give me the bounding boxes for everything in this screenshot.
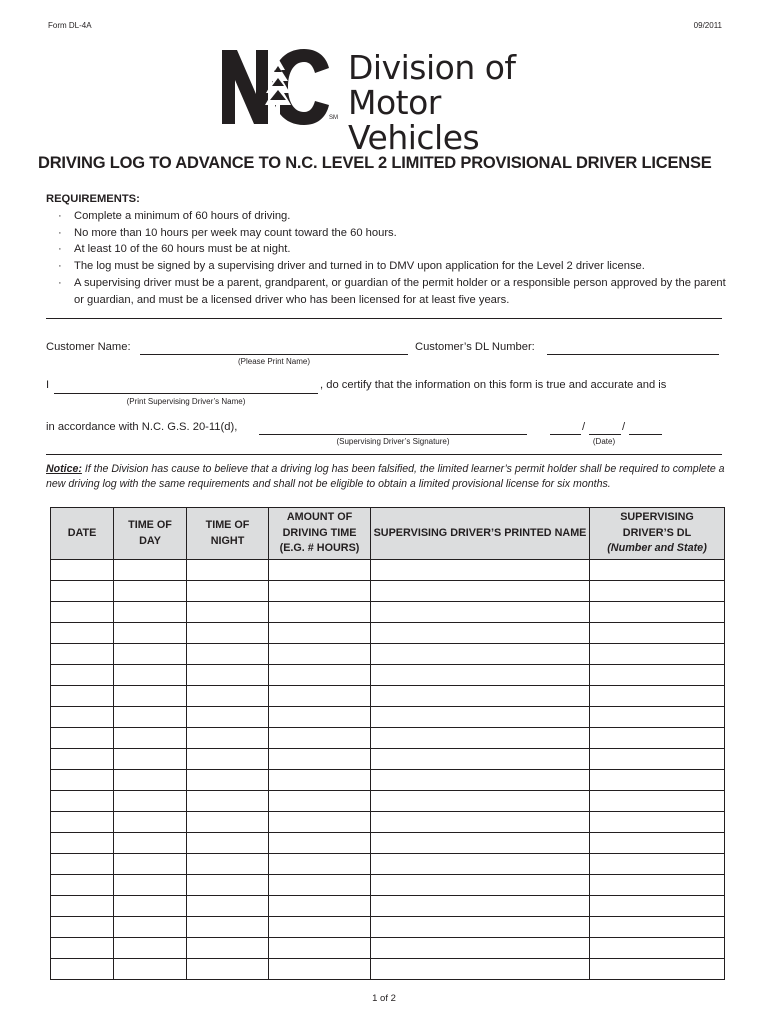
supervisor-dl-cell[interactable] (590, 812, 725, 833)
supervisor-name-field[interactable] (54, 393, 318, 394)
printed-name-cell[interactable] (371, 581, 590, 602)
certify-prefix: I (46, 379, 50, 391)
table-body (51, 560, 725, 980)
date-cell[interactable] (51, 770, 114, 791)
customer-dl-label: Customer’s DL Number: (415, 341, 535, 353)
date-cell[interactable] (51, 644, 114, 665)
time-of-night-cell[interactable] (187, 707, 269, 728)
time-of-night-cell[interactable] (187, 938, 269, 959)
table-row (51, 623, 725, 644)
printed-name-cell[interactable] (371, 686, 590, 707)
printed-name-cell[interactable] (371, 665, 590, 686)
section-divider (46, 318, 722, 319)
supervisor-dl-cell[interactable] (590, 686, 725, 707)
time-of-day-cell[interactable] (114, 623, 187, 644)
date-year-field[interactable] (629, 434, 662, 435)
supervisor-dl-cell[interactable] (590, 707, 725, 728)
time-of-night-cell[interactable] (187, 602, 269, 623)
amount-cell[interactable] (269, 665, 371, 686)
printed-name-cell[interactable] (371, 644, 590, 665)
printed-name-cell[interactable] (371, 770, 590, 791)
time-of-night-cell[interactable] (187, 749, 269, 770)
printed-name-cell[interactable] (371, 560, 590, 581)
date-cell[interactable] (51, 749, 114, 770)
table-row (51, 959, 725, 980)
time-of-day-cell[interactable] (114, 581, 187, 602)
dmv-logo (222, 48, 582, 157)
date-cell[interactable] (51, 581, 114, 602)
form-revision-date: 09/2011 (693, 21, 722, 30)
col-header-time-of-day: TIME OF DAY (114, 508, 187, 560)
supervisor-dl-cell[interactable] (590, 581, 725, 602)
time-of-day-cell[interactable] (114, 560, 187, 581)
notice-label: Notice: (46, 463, 82, 475)
printed-name-cell[interactable] (371, 623, 590, 644)
time-of-night-cell[interactable] (187, 728, 269, 749)
supervisor-dl-cell[interactable] (590, 896, 725, 917)
time-of-night-cell[interactable] (187, 791, 269, 812)
requirements-section (46, 191, 736, 309)
time-of-night-cell[interactable] (187, 560, 269, 581)
printed-name-cell[interactable] (371, 875, 590, 896)
table-row (51, 602, 725, 623)
printed-name-cell[interactable] (371, 938, 590, 959)
printed-name-cell[interactable] (371, 728, 590, 749)
time-of-night-cell[interactable] (187, 623, 269, 644)
requirement-item: · At least 10 of the 60 hours must be at night. (46, 241, 736, 258)
time-of-day-cell[interactable] (114, 896, 187, 917)
service-mark: SM (329, 115, 338, 121)
amount-cell[interactable] (269, 560, 371, 581)
amount-cell[interactable] (269, 581, 371, 602)
table-header-row (51, 508, 725, 560)
date-cell[interactable] (51, 560, 114, 581)
logo-line-2: Motor Vehicles (348, 83, 480, 157)
supervisor-dl-cell[interactable] (590, 644, 725, 665)
date-cell[interactable] (51, 665, 114, 686)
amount-cell[interactable] (269, 770, 371, 791)
date-cell[interactable] (51, 686, 114, 707)
time-of-night-cell[interactable] (187, 770, 269, 791)
date-cell[interactable] (51, 707, 114, 728)
printed-name-cell[interactable] (371, 959, 590, 980)
customer-dl-field[interactable] (547, 354, 719, 355)
supervisor-dl-cell[interactable] (590, 623, 725, 644)
certify-statement: , do certify that the information on this form is true and accurate and is (320, 379, 667, 391)
requirements-heading: REQUIREMENTS: (46, 193, 140, 205)
table-row (51, 938, 725, 959)
time-of-day-cell[interactable] (114, 686, 187, 707)
time-of-day-cell[interactable] (114, 770, 187, 791)
logo-line-1: Division of (348, 48, 516, 87)
supervisor-dl-cell[interactable] (590, 917, 725, 938)
time-of-night-cell[interactable] (187, 896, 269, 917)
time-of-night-cell[interactable] (187, 917, 269, 938)
printed-name-cell[interactable] (371, 707, 590, 728)
table-row (51, 581, 725, 602)
printed-name-cell[interactable] (371, 602, 590, 623)
requirement-item: · The log must be signed by a supervising driver and turned in to DMV upon application for the Level 2 driver license. (46, 258, 736, 275)
time-of-night-cell[interactable] (187, 833, 269, 854)
notice-text: If the Division has cause to believe that a driving log has been falsified, the limited learner’s permit holder shall be required to complete a new driving log with the same requirements and shall not be eligible to obtain a limited provisional license for six months. (46, 463, 725, 490)
nc-logo-mark (222, 48, 334, 126)
amount-cell[interactable] (269, 791, 371, 812)
time-of-night-cell[interactable] (187, 686, 269, 707)
table-row (51, 644, 725, 665)
amount-cell[interactable] (269, 854, 371, 875)
time-of-day-cell[interactable] (114, 875, 187, 896)
time-of-night-cell[interactable] (187, 665, 269, 686)
amount-cell[interactable] (269, 833, 371, 854)
col-header-printed-name: SUPERVISING DRIVER’S PRINTED NAME (371, 508, 590, 560)
date-month-field[interactable] (550, 434, 581, 435)
amount-cell[interactable] (269, 917, 371, 938)
amount-cell[interactable] (269, 749, 371, 770)
customer-name-caption: (Please Print Name) (237, 357, 311, 366)
date-cell[interactable] (51, 896, 114, 917)
time-of-day-cell[interactable] (114, 602, 187, 623)
table-row (51, 896, 725, 917)
amount-cell[interactable] (269, 707, 371, 728)
date-cell[interactable] (51, 623, 114, 644)
col-header-date: DATE (51, 508, 114, 560)
amount-cell[interactable] (269, 686, 371, 707)
time-of-night-cell[interactable] (187, 959, 269, 980)
table-row (51, 854, 725, 875)
supervisor-dl-cell[interactable] (590, 728, 725, 749)
signature-caption: (Supervising Driver’s Signature) (336, 437, 450, 446)
time-of-day-cell[interactable] (114, 749, 187, 770)
date-cell[interactable] (51, 791, 114, 812)
time-of-day-cell[interactable] (114, 644, 187, 665)
supervisor-dl-cell[interactable] (590, 749, 725, 770)
supervisor-dl-cell[interactable] (590, 854, 725, 875)
supervisor-dl-cell[interactable] (590, 938, 725, 959)
supervisor-name-caption: (Print Supervising Driver’s Name) (126, 397, 246, 406)
printed-name-cell[interactable] (371, 833, 590, 854)
notice-paragraph (46, 462, 736, 491)
date-cell[interactable] (51, 959, 114, 980)
printed-name-cell[interactable] (371, 749, 590, 770)
table-row (51, 665, 725, 686)
printed-name-cell[interactable] (371, 791, 590, 812)
date-cell[interactable] (51, 854, 114, 875)
table-row (51, 875, 725, 896)
time-of-day-cell[interactable] (114, 812, 187, 833)
amount-cell[interactable] (269, 602, 371, 623)
amount-cell[interactable] (269, 728, 371, 749)
requirement-item: · A supervising driver must be a parent, grandparent, or guardian of the permit holder or a responsible person approved by the parent or guardian, and must be a licensed driver who has been licensed for at least five years. (46, 275, 736, 309)
col-header-amount: AMOUNT OF DRIVING TIME (E.G. # HOURS) (269, 508, 371, 560)
time-of-night-cell[interactable] (187, 644, 269, 665)
printed-name-cell[interactable] (371, 896, 590, 917)
printed-name-cell[interactable] (371, 917, 590, 938)
date-cell[interactable] (51, 812, 114, 833)
time-of-day-cell[interactable] (114, 665, 187, 686)
col-header-supervisor-dl: SUPERVISING DRIVER’S DL (Number and State) (590, 508, 725, 560)
amount-cell[interactable] (269, 938, 371, 959)
date-cell[interactable] (51, 917, 114, 938)
time-of-night-cell[interactable] (187, 812, 269, 833)
section-divider (46, 454, 722, 455)
time-of-day-cell[interactable] (114, 728, 187, 749)
time-of-day-cell[interactable] (114, 938, 187, 959)
supervisor-dl-cell[interactable] (590, 560, 725, 581)
table-row (51, 560, 725, 581)
supervisor-dl-cell[interactable] (590, 833, 725, 854)
printed-name-cell[interactable] (371, 854, 590, 875)
time-of-day-cell[interactable] (114, 917, 187, 938)
time-of-day-cell[interactable] (114, 833, 187, 854)
date-cell[interactable] (51, 833, 114, 854)
printed-name-cell[interactable] (371, 812, 590, 833)
customer-name-field[interactable] (140, 354, 408, 355)
table-row (51, 686, 725, 707)
time-of-day-cell[interactable] (114, 707, 187, 728)
amount-cell[interactable] (269, 623, 371, 644)
date-cell[interactable] (51, 938, 114, 959)
amount-cell[interactable] (269, 644, 371, 665)
supervisor-dl-cell[interactable] (590, 602, 725, 623)
customer-name-label: Customer Name: (46, 341, 131, 353)
time-of-day-cell[interactable] (114, 854, 187, 875)
table-row (51, 770, 725, 791)
amount-cell[interactable] (269, 896, 371, 917)
supervisor-dl-cell[interactable] (590, 665, 725, 686)
date-cell[interactable] (51, 602, 114, 623)
table-row (51, 749, 725, 770)
supervisor-signature-field[interactable] (259, 434, 527, 435)
date-cell[interactable] (51, 728, 114, 749)
logo-wordmark (348, 50, 582, 155)
requirement-item: · Complete a minimum of 60 hours of driving. (46, 208, 736, 225)
amount-cell[interactable] (269, 812, 371, 833)
requirements-list (46, 208, 736, 309)
time-of-night-cell[interactable] (187, 854, 269, 875)
page-number: 1 of 2 (372, 993, 396, 1004)
col-header-time-of-night: TIME OF NIGHT (187, 508, 269, 560)
supervisor-dl-cell[interactable] (590, 791, 725, 812)
time-of-day-cell[interactable] (114, 791, 187, 812)
date-day-field[interactable] (589, 434, 621, 435)
supervisor-dl-cell[interactable] (590, 875, 725, 896)
accordance-statement: in accordance with N.C. G.S. 20-11(d), (46, 421, 238, 433)
date-cell[interactable] (51, 875, 114, 896)
form-number: Form DL-4A (48, 21, 92, 30)
table-row (51, 812, 725, 833)
amount-cell[interactable] (269, 875, 371, 896)
table-row (51, 791, 725, 812)
requirement-item: · No more than 10 hours per week may count toward the 60 hours. (46, 225, 736, 242)
date-separator: / (622, 421, 626, 433)
time-of-night-cell[interactable] (187, 875, 269, 896)
date-caption: (Date) (592, 437, 616, 446)
form-title: DRIVING LOG TO ADVANCE TO N.C. LEVEL 2 LIMITED PROVISIONAL DRIVER LICENSE (38, 154, 712, 172)
date-separator: / (582, 421, 586, 433)
amount-cell[interactable] (269, 959, 371, 980)
table-row (51, 728, 725, 749)
table-row (51, 707, 725, 728)
table-row (51, 833, 725, 854)
table-row (51, 917, 725, 938)
time-of-day-cell[interactable] (114, 959, 187, 980)
driving-log-table (50, 507, 725, 980)
supervisor-dl-cell[interactable] (590, 959, 725, 980)
time-of-night-cell[interactable] (187, 581, 269, 602)
supervisor-dl-cell[interactable] (590, 770, 725, 791)
